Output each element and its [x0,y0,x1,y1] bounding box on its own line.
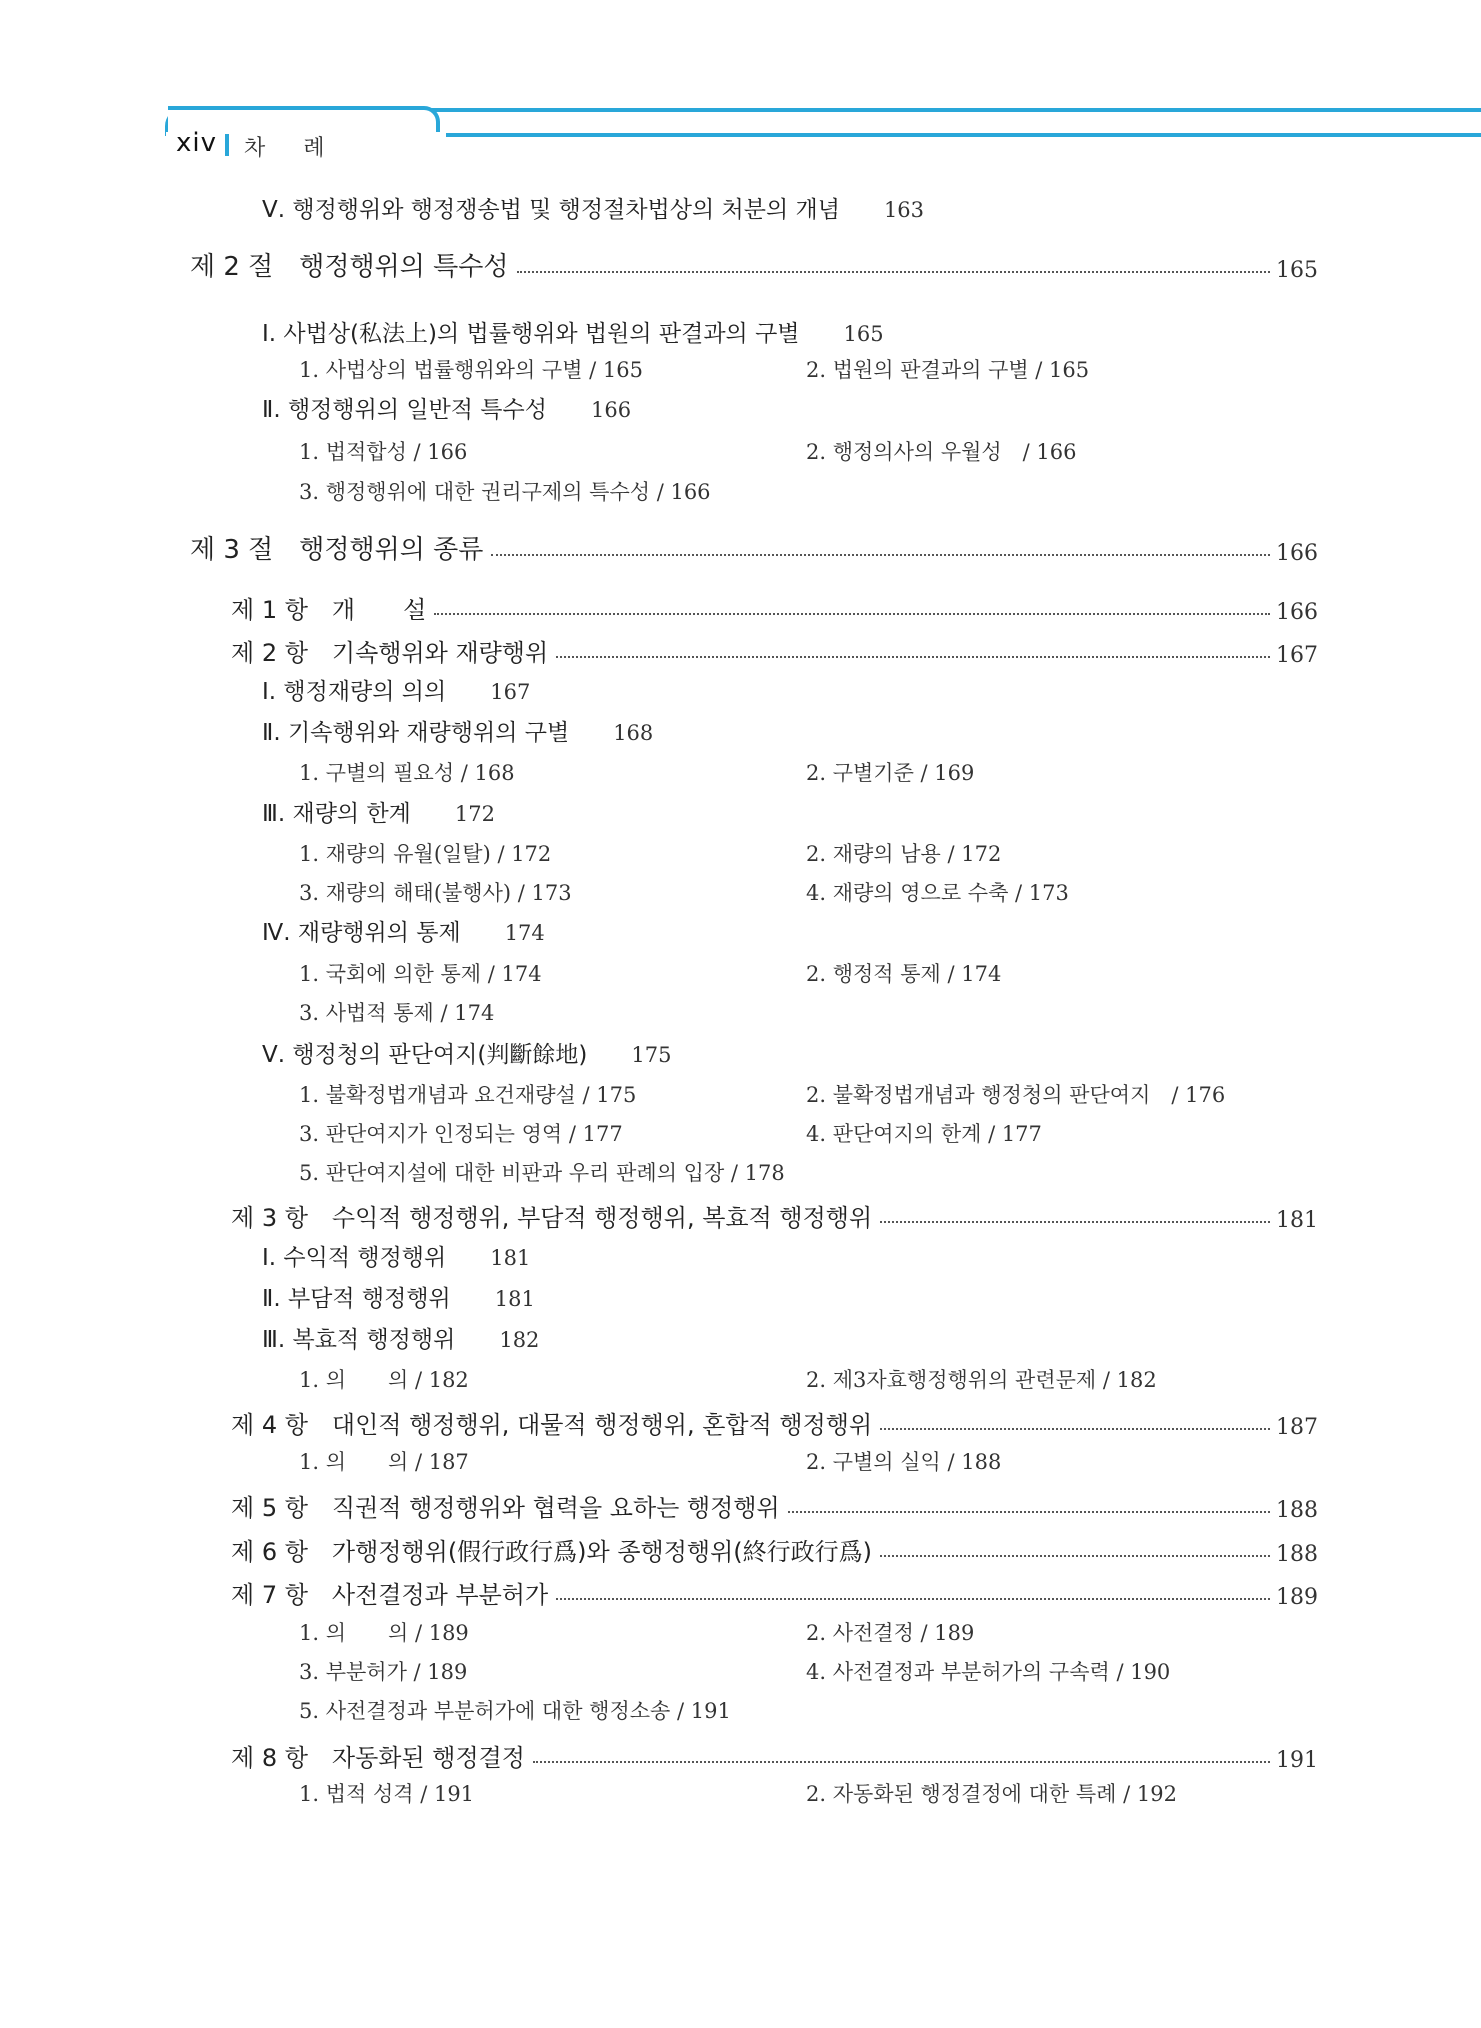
entry-title: Ⅰ. 수익적 행정행위 [262,1245,447,1271]
leader-dots [491,554,1270,556]
item-entry: 2. 구별기준 / 169 [806,761,975,785]
chapter-label: 차례 [244,136,363,161]
item-entry: 2. 행정의사의 우월성 / 166 [806,440,1077,464]
entry-title: Ⅱ. 행정행위의 일반적 특수성 [262,397,547,423]
roman-entry [262,317,884,351]
entry-title: Ⅴ. 행정청의 판단여지(判斷餘地) [262,1042,588,1068]
entry-title: Ⅱ. 부담적 행정행위 [262,1286,451,1312]
subsection-heading [231,589,1318,625]
item-entry: 2. 자동화된 행정결정에 대한 특례 / 192 [806,1782,1177,1806]
roman-entry [262,393,631,427]
item-entry: 1. 국회에 의한 통제 / 174 [299,962,542,986]
item-entry: 3. 판단여지가 인정되는 영역 / 177 [299,1122,623,1146]
heading-label: 제 1 항 개 설 [231,596,427,624]
roman-entry [262,1323,539,1357]
subsection-heading [231,632,1318,668]
heading-label: 제 3 절 행정행위의 종류 [190,535,484,565]
leader-dots [880,1555,1270,1557]
item-entry: 2. 법원의 판결과의 구별 / 165 [806,358,1090,382]
heading-label: 제 2 절 행정행위의 특수성 [190,252,509,282]
page-number: xiv [176,128,217,158]
item-entry: 1. 사법상의 법률행위와의 구별 / 165 [299,358,644,382]
heading-label: 제 2 항 기속행위와 재량행위 [231,639,549,667]
page-ref: 182 [499,1328,540,1352]
item-entry: 1. 의 의 / 187 [299,1450,469,1474]
item-entry: 3. 부분허가 / 189 [299,1660,468,1684]
entry-title: Ⅰ. 행정재량의 의의 [262,679,447,705]
page-ref: 167 [490,680,531,704]
item-entry: 1. 의 의 / 189 [299,1621,469,1645]
heading-label: 제 4 항 대인적 행정행위, 대물적 행정행위, 혼합적 행정행위 [231,1411,873,1439]
roman-entry [262,1038,671,1072]
page-ref: 189 [1276,1585,1318,1610]
header-separator [225,134,229,156]
page-header [0,0,1481,170]
item-entry: 2. 제3자효행정행위의 관련문제 / 182 [806,1368,1157,1392]
entry-title: Ⅲ. 복효적 행정행위 [262,1327,456,1353]
leader-dots [880,1221,1270,1223]
item-entry: 2. 불확정법개념과 행정청의 판단여지 / 176 [806,1083,1226,1107]
page-ref: 163 [883,198,925,222]
entry-title: Ⅲ. 재량의 한계 [262,801,411,827]
page-ref: 168 [613,721,654,745]
roman-entry [262,675,530,709]
entry-title: Ⅳ. 재량행위의 통제 [262,920,461,946]
item-entry: 4. 재량의 영으로 수축 / 173 [806,881,1069,905]
roman-entry [262,193,924,227]
roman-entry [262,1241,530,1275]
page-ref: 166 [1276,600,1318,625]
page-ref: 167 [1276,643,1318,668]
page-ref: 175 [631,1043,672,1067]
item-entry: 1. 법적 성격 / 191 [299,1782,475,1806]
item-entry: 4. 사전결정과 부분허가의 구속력 / 190 [806,1660,1171,1684]
page-ref: 165 [843,322,884,346]
page-ref: 181 [490,1246,531,1270]
subsection-heading [231,1531,1318,1567]
roman-entry [262,1282,535,1316]
item-entry: 2. 구별의 실익 / 188 [806,1450,1002,1474]
page-ref: 174 [504,921,545,945]
section-heading [190,530,1318,566]
page-ref: 181 [494,1287,535,1311]
leader-dots [533,1761,1270,1763]
entry-title: Ⅰ. 사법상(私法上)의 법률행위와 법원의 판결과의 구별 [262,321,800,347]
item-entry: 2. 행정적 통제 / 174 [806,962,1002,986]
heading-label: 제 8 항 자동화된 행정결정 [231,1744,525,1772]
item-entry: 1. 의 의 / 182 [299,1368,469,1392]
item-entry: 5. 판단여지설에 대한 비판과 우리 판례의 입장 / 178 [299,1161,785,1185]
page-ref: 187 [1276,1415,1318,1440]
item-entry: 4. 판단여지의 한계 / 177 [806,1122,1042,1146]
item-entry: 5. 사전결정과 부분허가에 대한 행정소송 / 191 [299,1699,731,1723]
leader-dots [556,1598,1270,1600]
leader-dots [788,1511,1270,1513]
page-ref: 166 [590,398,632,422]
subsection-heading [231,1737,1318,1773]
item-entry: 1. 구별의 필요성 / 168 [299,761,515,785]
page-ref: 188 [1276,1498,1318,1523]
item-entry: 2. 사전결정 / 189 [806,1621,975,1645]
subsection-heading [231,1197,1318,1233]
subsection-heading [231,1404,1318,1440]
heading-label: 제 7 항 사전결정과 부분허가 [231,1581,549,1609]
heading-label: 제 3 항 수익적 행정행위, 부담적 행정행위, 복효적 행정행위 [231,1204,873,1232]
entry-title: Ⅴ. 행정행위와 행정쟁송법 및 행정절차법상의 처분의 개념 [262,197,840,223]
subsection-heading [231,1574,1318,1610]
roman-entry [262,797,495,831]
page-ref: 172 [454,802,495,826]
item-entry: 1. 불확정법개념과 요건재량설 / 175 [299,1083,637,1107]
entry-title: Ⅱ. 기속행위와 재량행위의 구별 [262,720,570,746]
heading-label: 제 5 항 직권적 행정행위와 협력을 요하는 행정행위 [231,1494,780,1522]
leader-dots [880,1428,1270,1430]
subsection-heading [231,1487,1318,1523]
item-entry: 3. 재량의 해태(불행사) / 173 [299,881,572,905]
section-heading [190,247,1318,283]
roman-entry [262,716,653,750]
item-entry: 3. 사법적 통제 / 174 [299,1001,495,1025]
item-entry: 1. 법적합성 / 166 [299,440,468,464]
page-ref: 191 [1276,1748,1318,1773]
item-entry: 2. 재량의 남용 / 172 [806,842,1002,866]
header-rule [436,133,1481,137]
page-ref: 166 [1276,541,1318,566]
leader-dots [517,271,1271,273]
roman-entry [262,916,545,950]
item-entry: 3. 행정행위에 대한 권리구제의 특수성 / 166 [299,480,711,504]
item-entry: 1. 재량의 유월(일탈) / 172 [299,842,552,866]
page-ref: 181 [1276,1208,1318,1233]
leader-dots [434,613,1270,615]
page-ref: 188 [1276,1542,1318,1567]
leader-dots [556,656,1270,658]
page-ref: 165 [1276,258,1318,283]
heading-label: 제 6 항 가행정행위(假行政行爲)와 종행정행위(終行政行爲) [231,1538,872,1566]
